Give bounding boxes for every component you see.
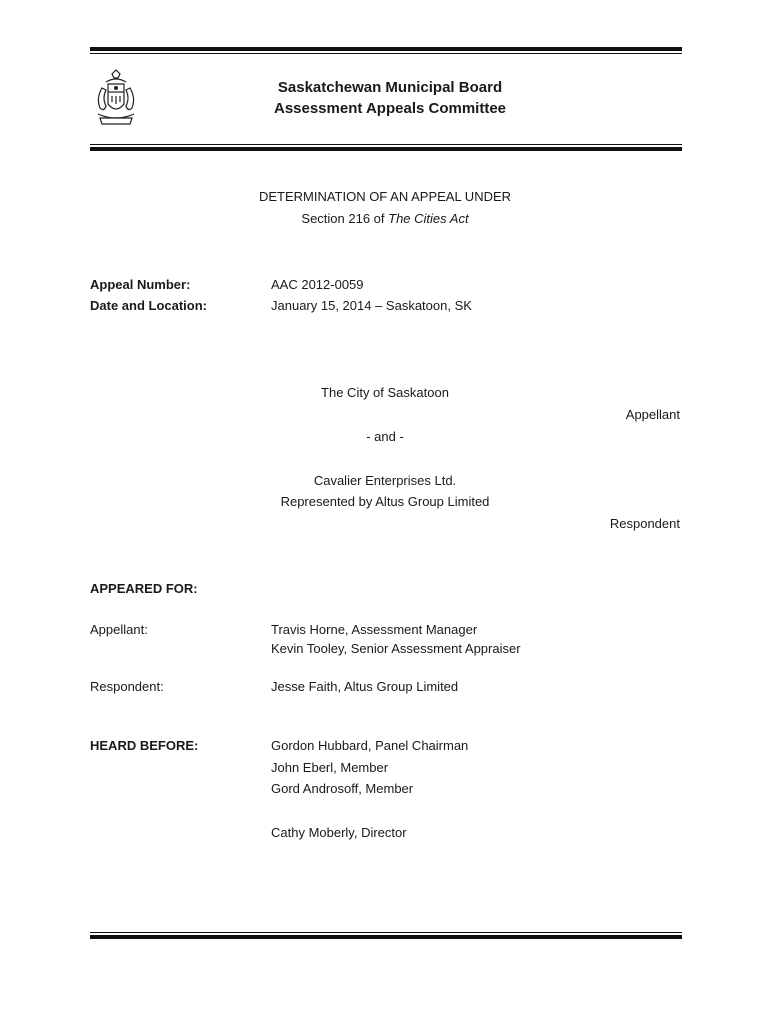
panel-member: John Eberl, Member <box>271 760 389 775</box>
appellant-person: Travis Horne, Assessment Manager <box>271 622 478 637</box>
respondent-role: Respondent <box>609 516 680 531</box>
coat-of-arms-crest-icon <box>92 68 140 130</box>
appeared-respondent-label: Respondent: <box>90 679 164 694</box>
appellant-name: The City of Saskatoon <box>321 385 449 400</box>
director: Cathy Moberly, Director <box>271 825 407 840</box>
bottom-rule <box>90 932 682 939</box>
appellant-role: Appellant <box>625 407 680 422</box>
and-separator: - and - <box>366 429 404 444</box>
top-rule <box>90 47 682 54</box>
board-name: Saskatchewan Municipal Board <box>277 79 503 96</box>
respondent-representative: Represented by Altus Group Limited <box>280 494 490 509</box>
appellant-person: Kevin Tooley, Senior Assessment Appraiser <box>271 641 521 656</box>
determination-heading: DETERMINATION OF AN APPEAL UNDER <box>258 189 512 204</box>
heard-before-heading: HEARD BEFORE: <box>90 738 199 753</box>
committee-name: Assessment Appeals Committee <box>273 100 507 117</box>
determination-subheading <box>235 208 535 229</box>
appeal-number-value: AAC 2012-0059 <box>271 277 364 292</box>
panel-member: Gord Androsoff, Member <box>271 781 414 796</box>
act-title: The Cities Act <box>388 211 469 226</box>
respondent-name: Cavalier Enterprises Ltd. <box>313 473 457 488</box>
date-location-value: January 15, 2014 – Saskatoon, SK <box>271 298 472 313</box>
board-title <box>270 77 510 119</box>
respondent-person: Jesse Faith, Altus Group Limited <box>271 679 459 694</box>
date-location-label: Date and Location: <box>90 298 208 313</box>
header-bottom-rule <box>90 144 682 151</box>
panel-member: Gordon Hubbard, Panel Chairman <box>271 738 469 753</box>
appeal-number-label: Appeal Number: <box>90 277 191 292</box>
section-text: Section 216 of <box>301 211 389 226</box>
appeared-appellant-label: Appellant: <box>90 622 148 637</box>
appeared-for-heading: APPEARED FOR: <box>90 581 198 596</box>
